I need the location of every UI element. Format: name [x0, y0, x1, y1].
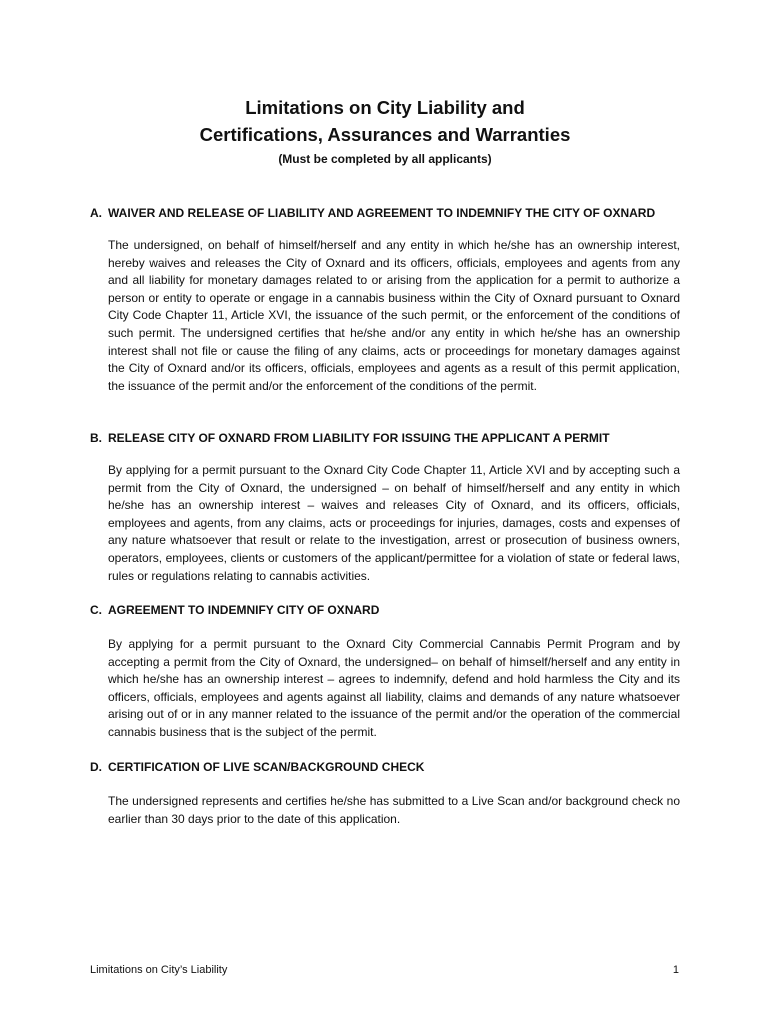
- section-b-heading-text: RELEASE CITY OF OXNARD FROM LIABILITY FOR ISSUING THE APPLICANT A PERMIT: [108, 431, 610, 445]
- section-c-letter: C.: [90, 603, 102, 617]
- section-d-heading-text: CERTIFICATION OF LIVE SCAN/BACKGROUND CHECK: [108, 760, 425, 774]
- section-d-letter: D.: [90, 760, 102, 774]
- document-title-line-1: Limitations on City Liability and: [245, 97, 525, 118]
- page-number: 1: [672, 964, 679, 976]
- section-b-letter: B.: [90, 431, 102, 445]
- section-a-letter: A.: [90, 206, 102, 220]
- section-a-body: The undersigned, on behalf of himself/herself and any entity in which he/she has an ownership interest, hereby waives and releases the City of Oxnard and its officers, officials, employees and agents from any and all liability for monetary damages related to or arising from the application for a permit to authorize a person or entity to operate or engage in a cannabis business within the City of Oxnard pursuant to Oxnard City Code Chapter 11, Article XVI, the issuance of the such permit, or the enforcement of the conditions of such permit. The undersigned certifies that he/she and/or any entity in which he/she has an ownership interest shall not file or cause the filing of any claims, acts or proceedings for monetary damages against the City of Oxnard and/or its officers, officials, employees and agents as a result of this permit application, the issuance of the permit and/or the enforcement of the conditions of the permit.: [108, 238, 680, 393]
- section-a-heading-text: WAIVER AND RELEASE OF LIABILITY AND AGREEMENT TO INDEMNIFY THE CITY OF OXNARD: [108, 206, 656, 220]
- section-c-body: By applying for a permit pursuant to the Oxnard City Commercial Cannabis Permit Program and by accepting a permit from the City of Oxnard, the undersigned– on behalf of himself/herself and any entity in which he/she has an ownership interest – agrees to indemnify, defend and hold harmless the City and its officers, officials, employees and agents against all liability, claims and demands of any nature whatsoever arising out of or in any manner related to the issuance of the permit and/or the operation of the commercial cannabis business that is the subject of the permit.: [108, 637, 680, 739]
- section-c-heading: [90, 602, 690, 618]
- section-b-heading: [90, 430, 690, 446]
- document-title-line-2: Certifications, Assurances and Warranties: [199, 124, 571, 145]
- footer-label: Limitations on City’s Liability: [90, 964, 228, 976]
- section-a-heading: [90, 205, 690, 221]
- section-b-body: By applying for a permit pursuant to the Oxnard City Code Chapter 11, Article XVI and by accepting such a permit from the City of Oxnard, the undersigned – on behalf of himself/herself and any entity in which he/she has an ownership interest – waives and releases City of Oxnard, and its officers, officials, employees and agents, from any claims, acts or proceedings for injuries, damages, costs and expenses of any nature whatsoever that result or relate to the investigation, arrest or prosecution of business owners, operators, employees, clients or customers of the applicant/permittee for a violation of state or federal laws, rules or regulations relating to cannabis activities.: [108, 463, 680, 583]
- section-d-body: The undersigned represents and certifies he/she has submitted to a Live Scan and/or background check no earlier than 30 days prior to the date of this application.: [108, 794, 680, 826]
- section-c-heading-text: AGREEMENT TO INDEMNIFY CITY OF OXNARD: [108, 603, 380, 617]
- section-d-heading: [90, 759, 690, 775]
- document-subtitle: (Must be completed by all applicants): [278, 152, 492, 166]
